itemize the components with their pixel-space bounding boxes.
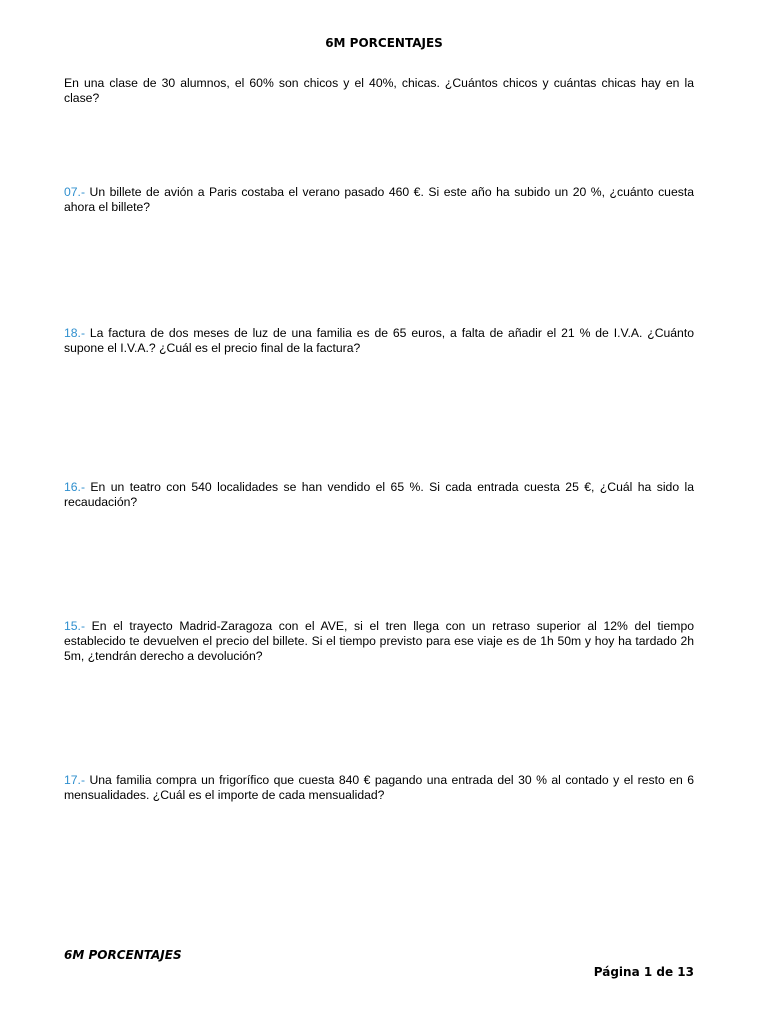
problem-number: 18.-	[64, 326, 86, 340]
problem-17	[64, 773, 694, 803]
problem-text: En el trayecto Madrid-Zaragoza con el AVE, si el tren llega con un retraso superior al 12% del tiempo establecido te devuelven el precio del billete. Si el tiempo previsto para ese viaje es de 1h 50m y hoy ha tardado 2h 5m, ¿tendrán derecho a devolución?	[64, 619, 694, 663]
problem-text: Un billete de avión a Paris costaba el verano pasado 460 €. Si este año ha subido un 20 %, ¿cuánto cuesta ahora el billete?	[64, 185, 694, 214]
problem-text: La factura de dos meses de luz de una familia es de 65 euros, a falta de añadir el 21 % de I.V.A. ¿Cuánto supone el I.V.A.? ¿Cuál es el precio final de la factura?	[64, 326, 694, 355]
problem-number: 07.-	[64, 185, 86, 199]
problem-text: En un teatro con 540 localidades se han vendido el 65 %. Si cada entrada cuesta 25 €, ¿Cuál ha sido la recaudación?	[64, 480, 694, 509]
footer-title: 6M PORCENTAJES	[64, 948, 182, 962]
problem-07	[64, 185, 694, 215]
problem-15	[64, 619, 694, 664]
problem-number: 16.-	[64, 480, 86, 494]
page-title: 6M PORCENTAJES	[325, 36, 443, 50]
problem-number: 17.-	[64, 773, 86, 787]
problem-text: Una familia compra un frigorífico que cuesta 840 € pagando una entrada del 30 % al contado y el resto en 6 mensualidades. ¿Cuál es el importe de cada mensualidad?	[64, 773, 694, 802]
problem-number: 15.-	[64, 619, 86, 633]
problem-16	[64, 480, 694, 510]
problem-18	[64, 326, 694, 356]
problem-text: En una clase de 30 alumnos, el 60% son chicos y el 40%, chicas. ¿Cuántos chicos y cuántas chicas hay en la clase?	[64, 76, 694, 105]
problem-1	[64, 76, 694, 106]
page-number: Página 1 de 13	[593, 965, 694, 979]
